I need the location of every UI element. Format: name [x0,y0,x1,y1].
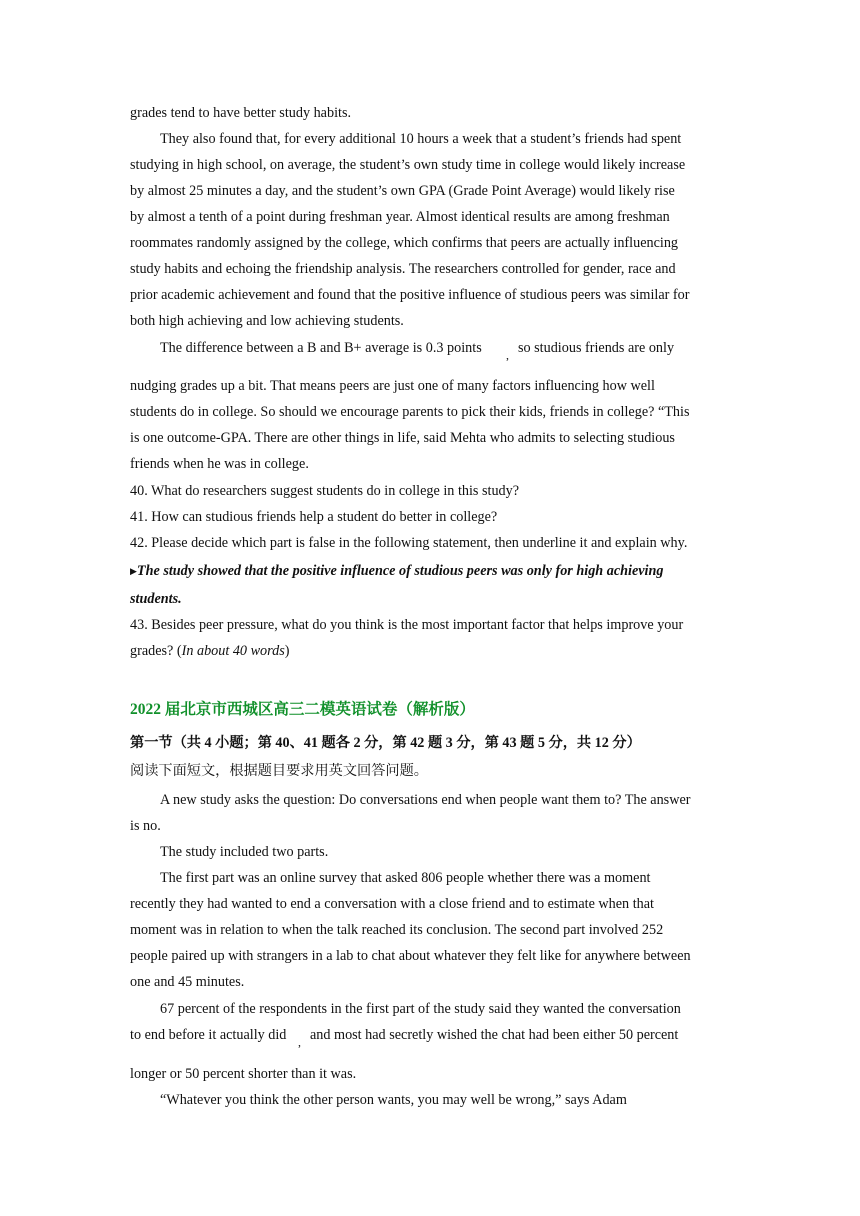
section-title: 2022 届北京市西城区高三二模英语试卷（解析版） [130,701,475,718]
passage2-line-2: is no. [130,818,161,834]
passage2-line-1: A new study asks the question: Do conversations end when people want them to? The answer [160,792,691,808]
passage2-line-6: moment was in relation to when the talk reached its conclusion. The second part involved 252 [130,922,664,938]
question-42-statement [130,561,663,581]
question-42: 42. Please decide which part is false in the following statement, then underline it and explain why. [130,535,688,551]
passage2-line-11: longer or 50 percent shorter than it was. [130,1066,357,1082]
passage2-line-10b: and most had secretly wished the chat had been either 50 percent [310,1027,679,1043]
triangle-marker-icon: ▶ [130,566,137,576]
question-41: 41. How can studious friends help a student do better in college? [130,509,498,525]
section-subtitle: 第一节（共 4 小题；第 40、41 题各 2 分，第 42 题 3 分，第 43 题 5 分，共 12 分） [130,735,641,751]
passage2-line-10: to end before it actually did [130,1027,287,1043]
passage1-line-8: prior academic achievement and found that the positive influence of studious peers was similar for [130,287,690,303]
passage1-line-4: by almost 25 minutes a day, and the student’s own GPA (Grade Point Average) would likely rise [130,183,675,199]
passage1-line-3: studying in high school, on average, the student’s own study time in college would likely increase [130,157,686,173]
passage1-line-14: friends when he was in college. [130,456,309,472]
passage2-line-9: 67 percent of the respondents in the first part of the study said they wanted the conversation [160,1001,681,1017]
question-42-statement-end: students. [130,591,182,607]
q43-word-limit: In about 40 words [181,643,285,659]
passage1-line-10b: so studious friends are only [518,340,675,356]
passage1-line-11: nudging grades up a bit. That means peers are just one of many factors influencing how well [130,378,655,394]
passage1-line-1: grades tend to have better study habits. [130,105,352,121]
passage1-line-10: The difference between a B and B+ average is 0.3 points [160,340,482,356]
passage1-line-12: students do in college. So should we encourage parents to pick their kids, friends in college? “This [130,404,690,420]
statement-text-1: The study showed that the positive influence of studious peers was only for high achieving [136,563,664,579]
passage2-line-5: recently they had wanted to end a conversation with a close friend and to estimate when that [130,896,654,912]
question-40: 40. What do researchers suggest students do in college in this study? [130,483,520,499]
passage2-line-4: The first part was an online survey that asked 806 people whether there was a moment [160,870,651,886]
passage2-line-3: The study included two parts. [160,844,329,860]
passage1-line-5: by almost a tenth of a point during freshman year. Almost identical results are among freshman [130,209,670,225]
passage2-line-7: people paired up with strangers in a lab to chat about whatever they felt like for anywhere between [130,948,691,964]
passage2-line-12: “Whatever you think the other person wants, you may well be wrong,” says Adam [160,1092,627,1108]
question-43: 43. Besides peer pressure, what do you think is the most important factor that helps improve your [130,617,684,633]
passage1-line-6: roommates randomly assigned by the college, which confirms that peers are actually influencing [130,235,679,251]
passage2-line-8: one and 45 minutes. [130,974,245,990]
passage1-line-9: both high achieving and low achieving students. [130,313,404,329]
passage1-comma: , [506,348,509,362]
q43-suffix: ) [284,643,290,659]
passage2-comma: , [298,1035,301,1049]
section-instruction: 阅读下面短文，根据题目要求用英文回答问题。 [130,763,428,779]
passage1-line-7: study habits and echoing the friendship analysis. The researchers controlled for gender, race and [130,261,676,277]
passage1-line-13: is one outcome-GPA. There are other things in life, said Mehta who admits to selecting studious [130,430,675,446]
passage1-line-2: They also found that, for every additional 10 hours a week that a student’s friends had spent [160,131,682,147]
q43-prefix: grades? ( [130,643,182,659]
question-43-line-2 [130,641,289,661]
